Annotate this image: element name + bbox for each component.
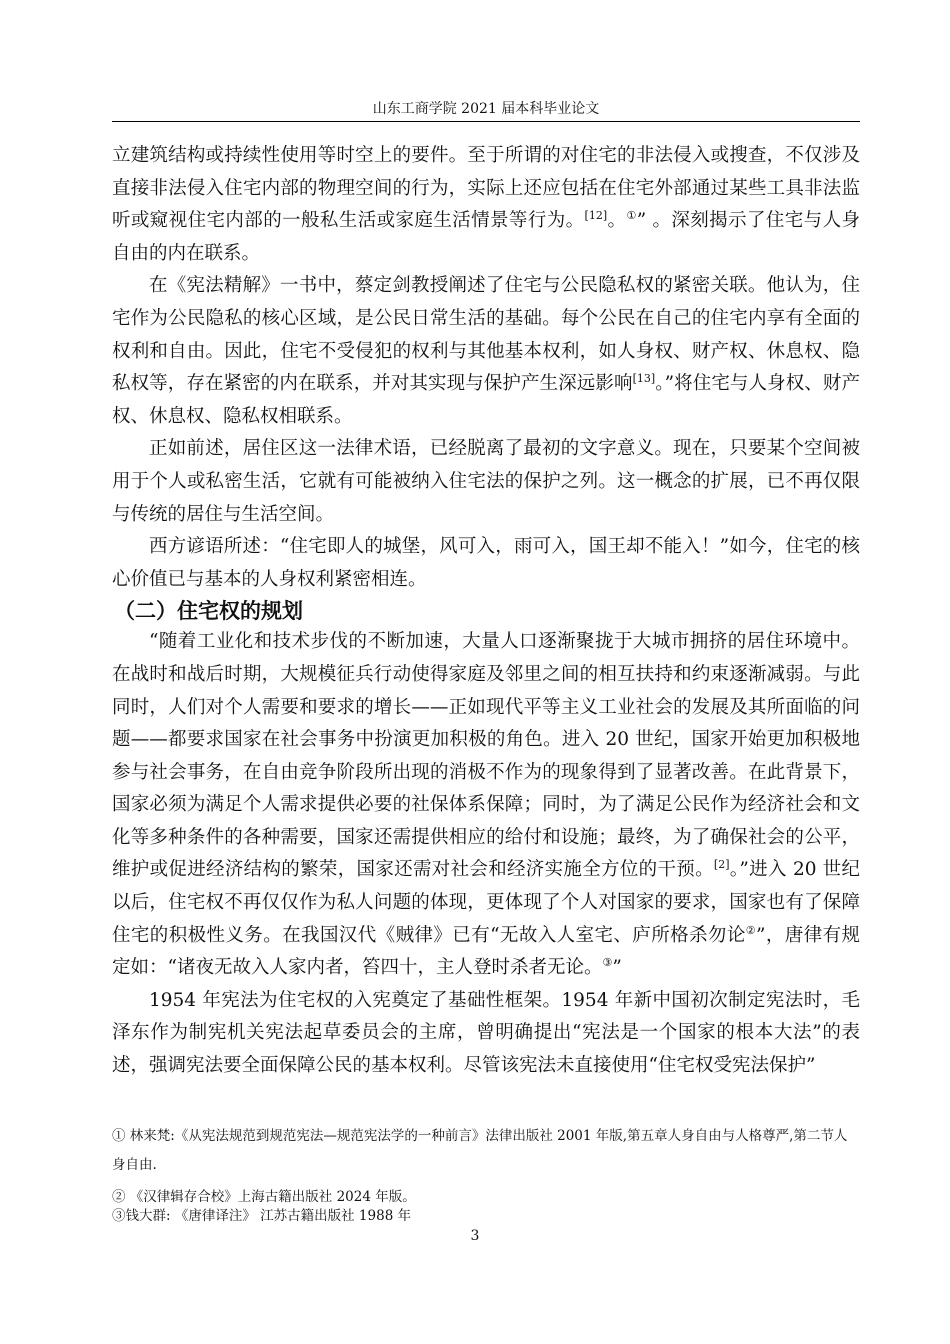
section-heading: （二）住宅权的规划 (114, 599, 303, 624)
footnotes (112, 1122, 860, 1226)
paragraph-1 (112, 140, 860, 270)
paragraph-1-punct: 。 (607, 210, 627, 232)
paragraph-4: 西方谚语所述：“住宅即人的城堡，风可入，雨可入，国王却不能入！”如今，住宅的核心价值已与基本的人身权利紧密相连。 (112, 536, 860, 590)
footnote-1: ① 林来梵:《从宪法规范到规范宪法—规范宪法学的一种前言》法律出版社 2001 年版,第五章人身自由与人格尊严,第二节人身自由. (112, 1128, 848, 1173)
paragraph-5-end: ” (612, 957, 622, 979)
paragraph-5-mid2: ”，唐律有规定如：“诸夜无故入人家内者，笞四十，主人登时杀者无论。 (112, 924, 860, 979)
citation-2: [2] (713, 858, 730, 872)
paragraph-5-mid: 。”进入 20 世纪以后，住宅权不再仅仅作为私人问题的体现，更体现了个人对国家的要求，国家也有了保障住宅的积极性义务。在我国汉代《贼律》已有“无故入人室宅、庐所格杀勿论 (112, 859, 860, 946)
paragraph-5-text: “随着工业化和技术步伐的不断加速，大量人口逐渐聚拢于大城市拥挤的居住环境中。在战时和战后时期，大规模征兵行动使得家庭及邻里之间的相互扶持和约束逐渐减弱。与此同时，人们对个人需要和要求的增长——正如现代平等主义工业社会的发展及其所面临的问题——都要求国家在社会事务中扮演更加积极的角色。进入 20 世纪，国家开始更加积极地参与社会事务，在自由竞争阶段所出现的消极不作为的现象得到了显著改善。在此背景下，国家必须为满足个人需求提供必要的社保体系保障；同时，为了满足公民作为经济社会和文化等多种条件的各种需要，国家还需提供相应的给付和设施；最终，为了确保社会的公平，维护或促进经济结构的繁荣，国家还需对社会和经济实施全方位的干预。 (112, 631, 860, 881)
paragraph-1-text: 立建筑结构或持续性使用等时空上的要件。至于所谓的对住宅的非法侵入或搜查，不仅涉及直接非法侵入住宅内部的物理空间的行为，实际上还应包括在住宅外部通过某些工具非法监听或窥视住宅内部的一般私生活或家庭生活情景等行为。 (112, 145, 860, 232)
running-header: 山东工商学院 2021 届本科毕业论文 (372, 101, 600, 117)
paragraph-2 (112, 270, 860, 433)
citation-12: [12] (584, 209, 608, 223)
footnote-ref-1: ① (626, 209, 637, 223)
paragraph-3: 正如前述，居住区这一法律术语，已经脱离了最初的文字意义。现在，只要某个空间被用于个人或私密生活，它就有可能被纳入住宅法的保护之列。这一概念的扩展，已不再仅限与传统的居住与生活空间。 (112, 438, 860, 525)
citation-13: [13] (632, 372, 656, 386)
paragraph-1-end: ” 。深刻揭示了住宅与人身自由的内在联系。 (112, 210, 860, 264)
footnote-2: ② 《汉律辑存合校》上海古籍出版社 2024 年版。 (112, 1189, 416, 1205)
page-number: 3 (470, 1228, 480, 1244)
footnote-3: ③钱大群: 《唐律译注》 江苏古籍出版社 1988 年 (112, 1208, 412, 1224)
paragraph-5 (112, 626, 860, 985)
footnote-ref-3: ③ (602, 956, 613, 970)
header-rule (112, 121, 860, 122)
paragraph-6: 1954 年宪法为住宅权的入宪奠定了基础性框架。1954 年新中国初次制定宪法时，毛泽东作为制宪机关宪法起草委员会的主席，曾明确提出“宪法是一个国家的根本大法”的表述，强调宪法要全面保障公民的基本权利。尽管该宪法未直接使用“住宅权受宪法保护” (112, 989, 860, 1077)
body-text (112, 140, 860, 1083)
footnote-ref-2: ② (745, 923, 757, 937)
paragraph-2-end: 。”将住宅与人身权、财产权、休息权、隐私权相联系。 (112, 373, 860, 427)
paragraph-2-text: 在《宪法精解》一书中，蔡定剑教授阐述了住宅与公民隐私权的紧密关联。他认为，住宅作为公民隐私的核心区域，是公民日常生活的基础。每个公民在自己的住宅内享有全面的权利和自由。因此，住宅不受侵犯的权利与其他基本权利，如人身权、财产权、休息权、隐私权等，存在紧密的内在联系，并对其实现与保护产生深远影响 (112, 275, 860, 395)
